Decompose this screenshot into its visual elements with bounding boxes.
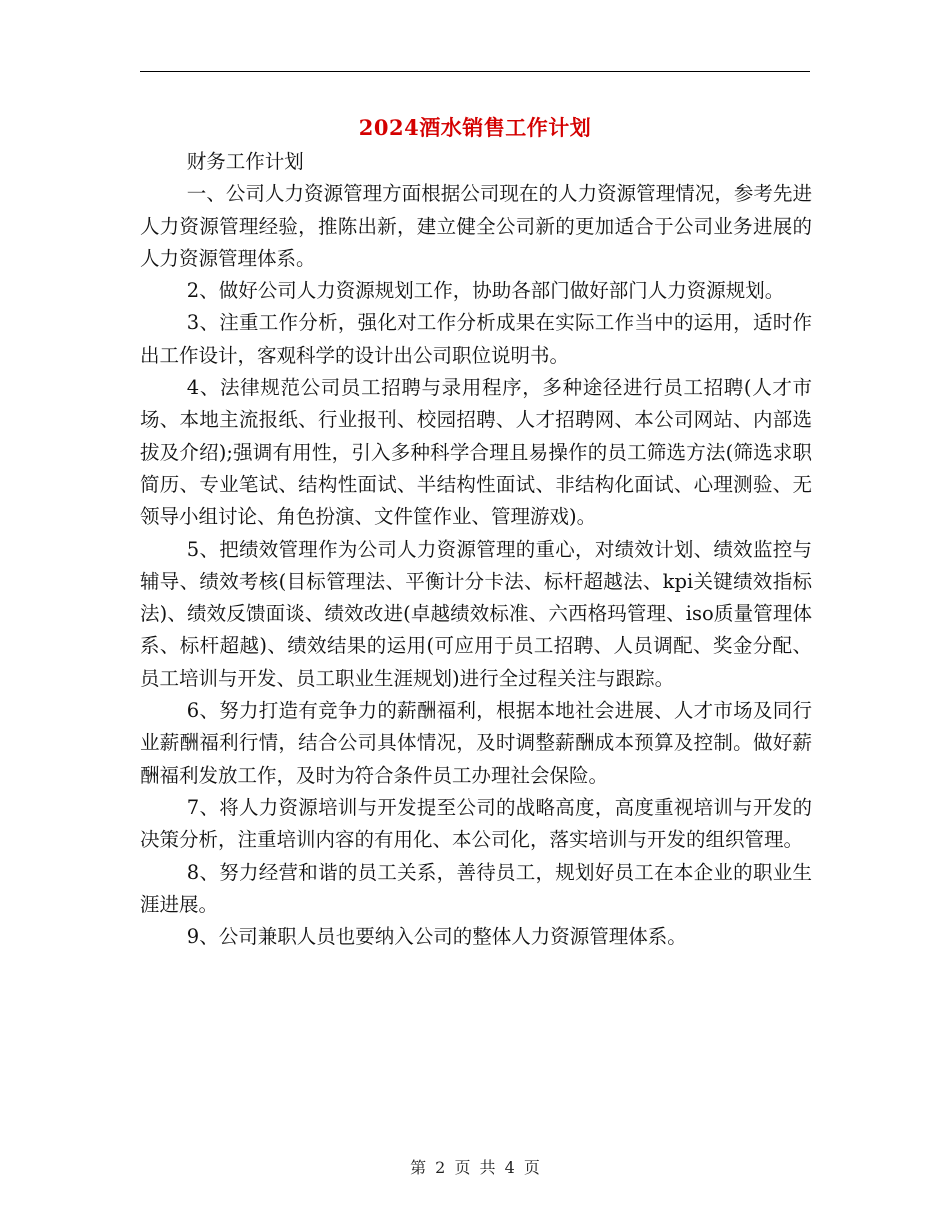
paragraph-5: 5、把绩效管理作为公司人力资源管理的重心，对绩效计划、绩效监控与辅导、绩效考核(目标管理法、平衡计分卡法、标杆超越法、kpi关键绩效指标法)、绩效反馈面谈、绩效改进(卓越绩效标准、六西格玛管理、iso质量管理体系、标杆超越)、绩效结果的运用(可应用于员工招聘、人员调配、奖金分配、员工培训与开发、员工职业生涯规划)进行全过程关注与跟踪。 — [140, 537, 812, 690]
page-footer: 第 2 页 共 4 页 — [410, 1158, 540, 1177]
paragraph-7: 7、将人力资源培训与开发提至公司的战略高度，高度重视培训与开发的决策分析，注重培训内容的有用化、本公司化，落实培训与开发的组织管理。 — [140, 795, 812, 852]
paragraph-4: 4、法律规范公司员工招聘与录用程序，多种途径进行员工招聘(人才市场、本地主流报纸、行业报刊、校园招聘、人才招聘网、本公司网站、内部选拔及介绍);强调有用性，引入多种科学合理且易操作的员工筛选方法(筛选求职简历、专业笔试、结构性面试、半结构性面试、非结构化面试、心理测验、无领导小组讨论、角色扮演、文件筐作业、管理游戏)。 — [140, 376, 812, 529]
paragraph-2: 2、做好公司人力资源规划工作，协助各部门做好部门人力资源规划。 — [186, 279, 785, 303]
paragraph-8: 8、努力经营和谐的员工关系，善待员工，规划好员工在本企业的职业生涯进展。 — [140, 860, 812, 916]
paragraph-1: 一、公司人力资源管理方面根据公司现在的人力资源管理情况，参考先进人力资源管理经验，推陈出新，建立健全公司新的更加适合于公司业务进展的人力资源管理体系。 — [140, 182, 812, 270]
paragraph-9: 9、公司兼职人员也要纳入公司的整体人力资源管理体系。 — [186, 925, 687, 949]
header-rule — [140, 71, 810, 72]
paragraph-heading: 财务工作计划 — [186, 150, 304, 173]
document-title: 2024酒水销售工作计划 — [358, 115, 592, 140]
paragraph-3: 3、注重工作分析，强化对工作分析成果在实际工作当中的运用，适时作出工作设计，客观科学的设计出公司职位说明书。 — [140, 311, 812, 367]
document-body — [140, 146, 812, 953]
paragraph-6: 6、努力打造有竞争力的薪酬福利，根据本地社会进展、人才市场及同行业薪酬福利行情，结合公司具体情况，及时调整薪酬成本预算及控制。做好薪酬福利发放工作，及时为符合条件员工办理社会保险。 — [140, 699, 812, 787]
